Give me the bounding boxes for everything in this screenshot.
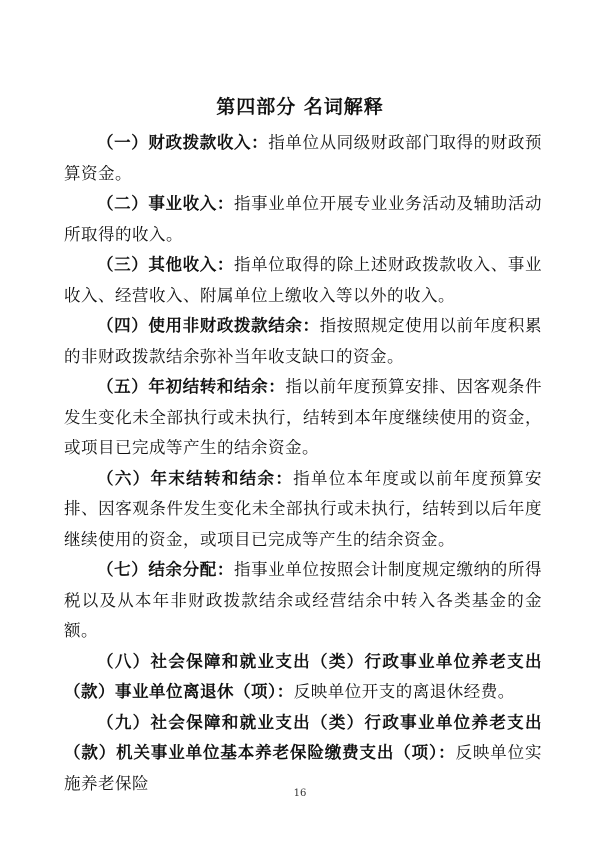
glossary-item-2: [64, 189, 542, 250]
glossary-item-1: [64, 128, 542, 189]
glossary-body: [64, 128, 542, 799]
glossary-definition: 指事业单位开展专业业务活动及辅助活动所取得的收入。: [64, 194, 543, 244]
glossary-term: （四）使用非财政拨款结余：: [97, 316, 320, 335]
glossary-definition: 指单位本年度或以前年度预算安排、因客观条件发生变化未全部执行或未执行，结转到以后年度继续使用的资金，或项目已完成等产生的结余资金。: [64, 468, 543, 549]
glossary-term: （二）事业收入：: [97, 194, 234, 213]
glossary-item-6: [64, 464, 542, 556]
glossary-term: （五）年初结转和结余：: [97, 377, 286, 396]
page-number: 16: [293, 788, 307, 799]
glossary-definition: 指事业单位按照会计制度规定缴纳的所得税以及从本年非财政拨款结余或经营结余中转入各类基金的金额。: [64, 560, 543, 640]
glossary-definition: 指按照规定使用以前年度积累的非财政拨款结余弥补当年收支缺口的资金。: [64, 316, 543, 366]
glossary-term: （三）其他收入：: [97, 255, 234, 274]
glossary-item-9: [64, 708, 542, 800]
glossary-definition: 指单位从同级财政部门取得的财政预算资金。: [64, 133, 543, 183]
glossary-term: （八）社会保障和就业支出（类）行政事业单位养老支出（款）事业单位离退休（项）：: [64, 651, 542, 701]
glossary-term: （九）社会保障和就业支出（类）行政事业单位养老支出（款）机关事业单位基本养老保险缴费支出（项）：: [64, 712, 542, 762]
glossary-item-4: [64, 311, 542, 372]
glossary-item-8: [64, 647, 542, 708]
glossary-definition: 指单位取得的除上述财政拨款收入、事业收入、经营收入、附属单位上缴收入等以外的收入。: [64, 255, 543, 305]
glossary-item-5: [64, 372, 542, 464]
glossary-definition: 指以前年度预算安排、因客观条件发生变化未全部执行或未执行，结转到本年度继续使用的资金，或项目已完成等产生的结余资金。: [64, 377, 543, 457]
glossary-term: （六）年末结转和结余：: [97, 468, 294, 488]
glossary-term: （七）结余分配：: [97, 560, 234, 579]
glossary-definition: 反映单位开支的离退休经费。: [293, 682, 515, 701]
glossary-item-3: [64, 250, 542, 311]
glossary-definition: 反映单位实施养老保险: [64, 743, 543, 793]
page-title: 第四部分 名词解释: [216, 96, 384, 118]
glossary-item-7: [64, 555, 542, 647]
glossary-term: （一）财政拨款收入：: [97, 133, 269, 152]
